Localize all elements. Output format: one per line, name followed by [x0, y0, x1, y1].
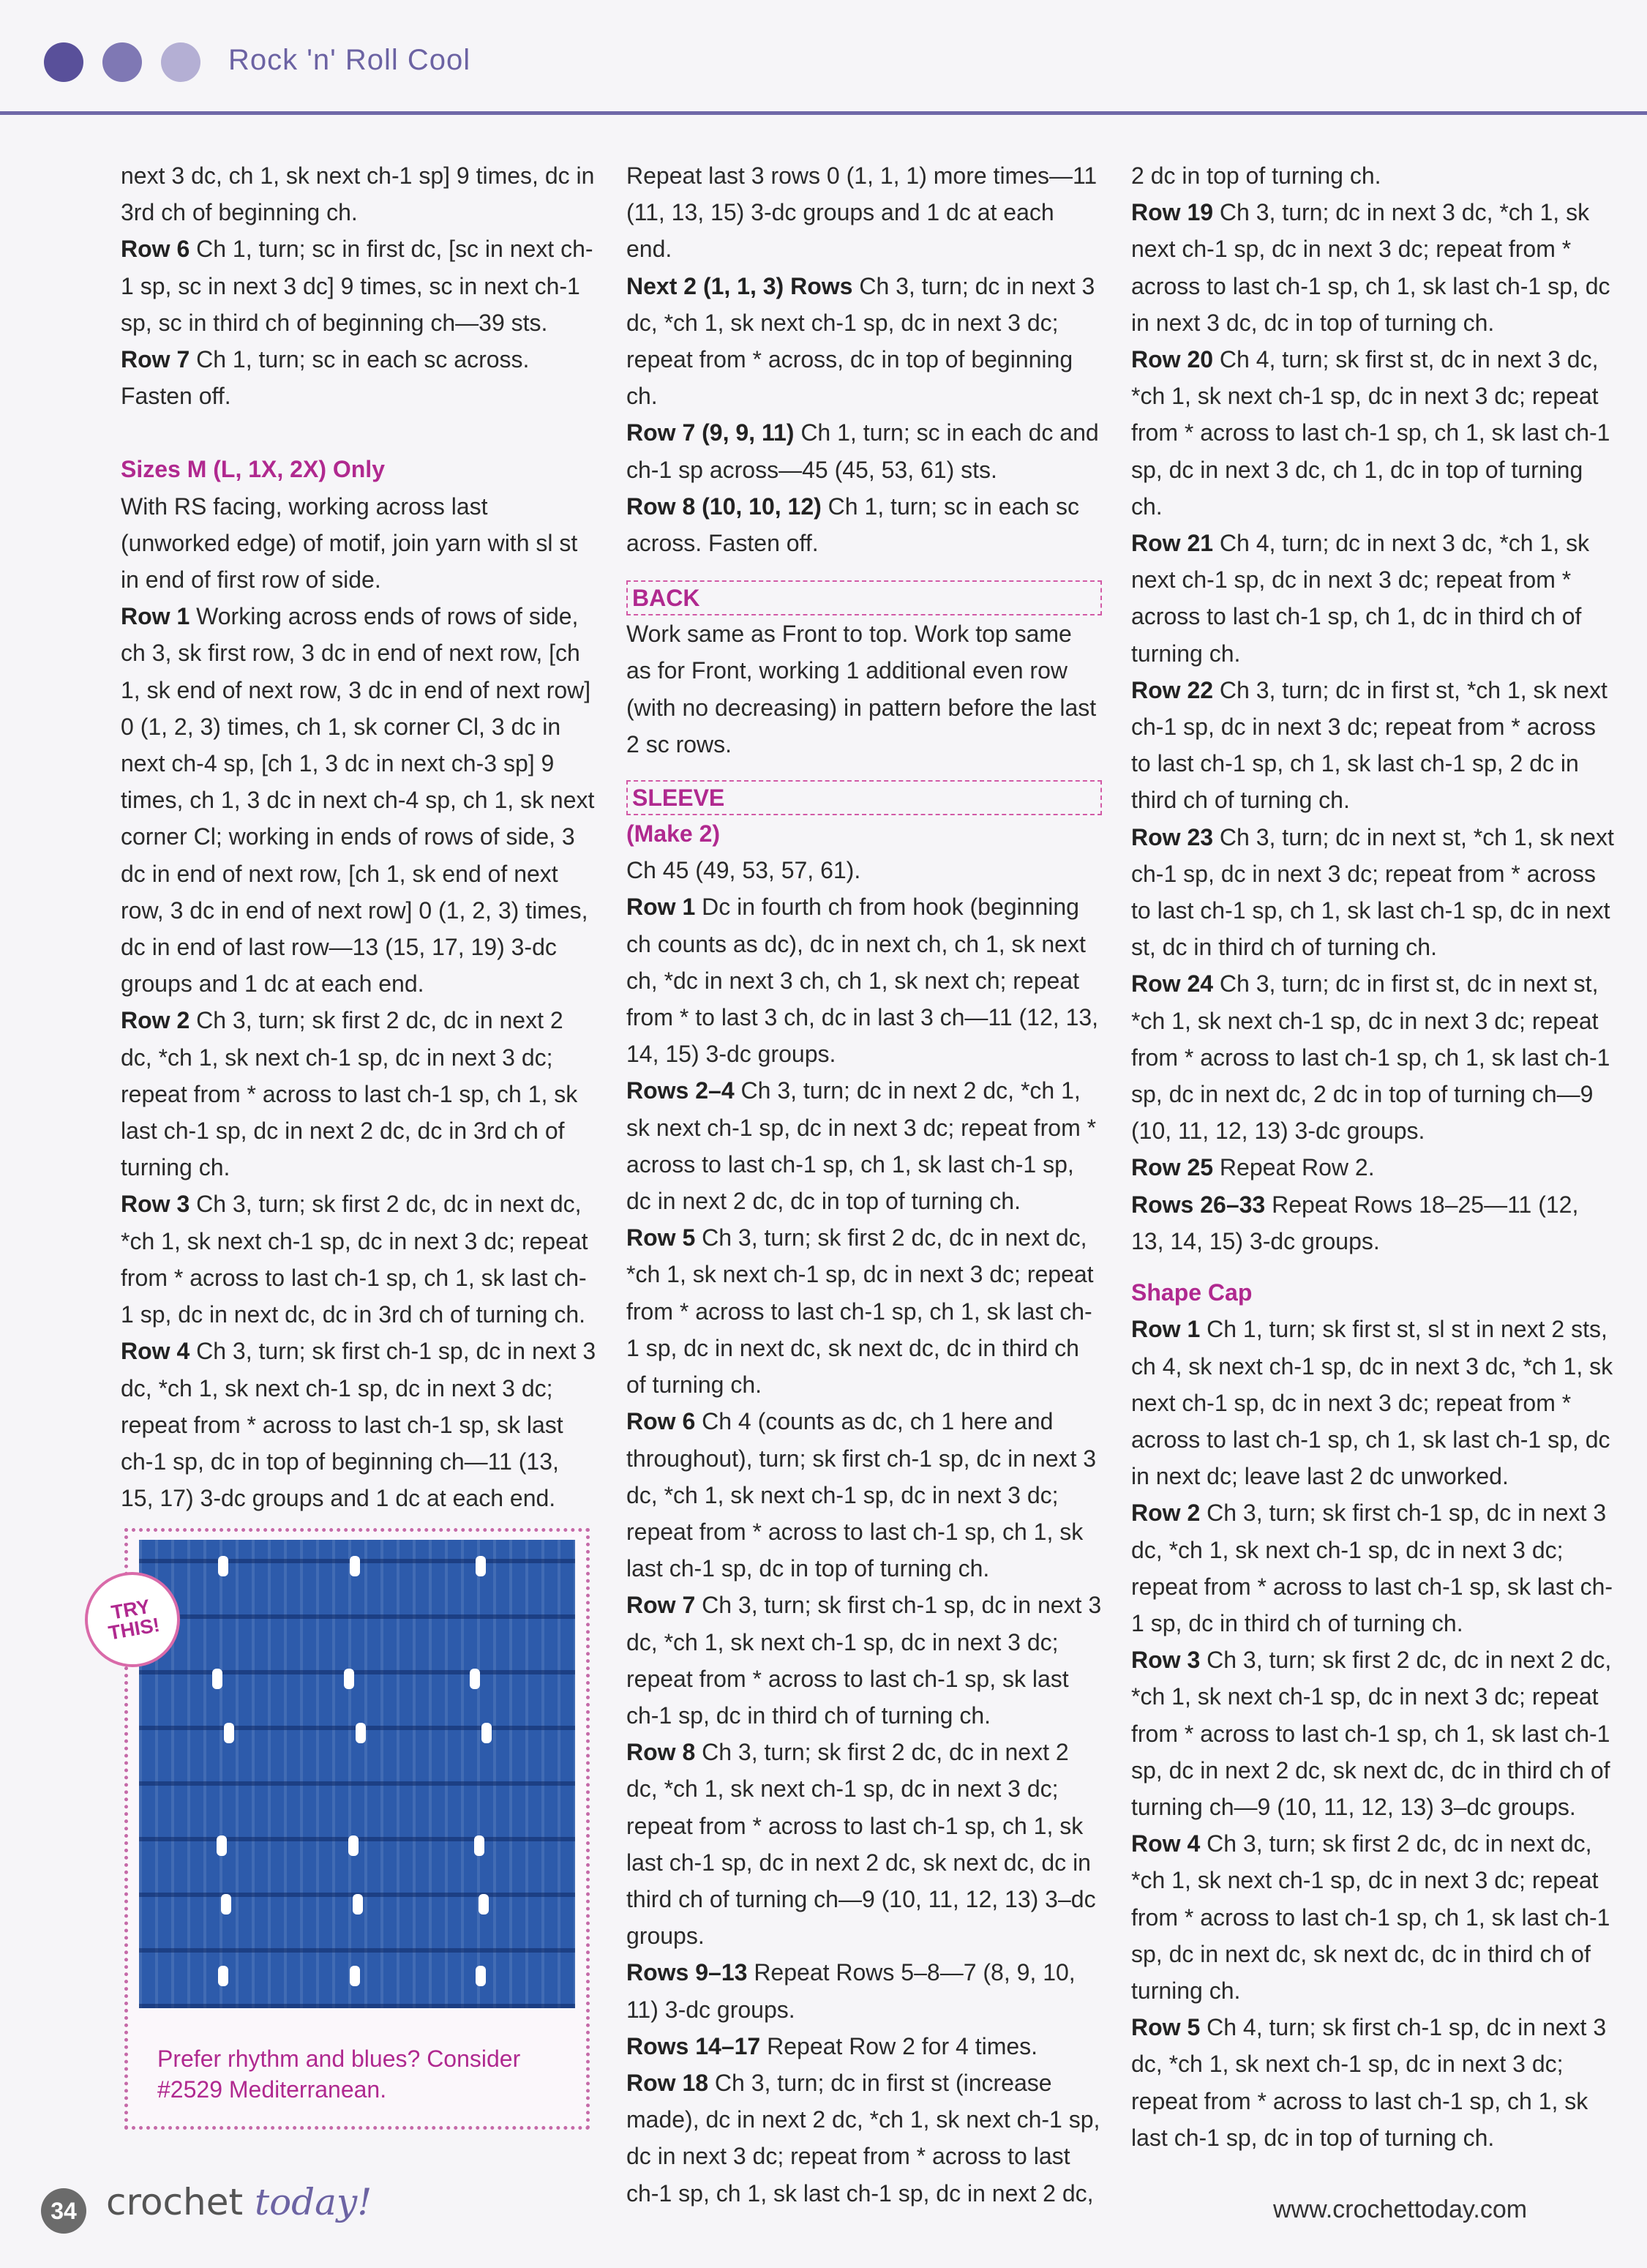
swatch-hole [476, 1556, 486, 1576]
row-paragraph [1131, 2009, 1614, 2156]
row-text: Ch 3, turn; dc in next 3 dc, *ch 1, sk next ch-1 sp, dc in next 3 dc; repeat from * across to last ch-1 sp, ch 1, sk last ch-1 sp, dc in next 3 dc, dc in top of turning ch. [1131, 199, 1610, 336]
header-dot-light [161, 42, 200, 82]
row-paragraph [121, 1002, 596, 1186]
swatch-hole [479, 1894, 489, 1915]
row-paragraph [626, 488, 1102, 561]
swatch-hole [224, 1723, 234, 1743]
row-label: Row 4 [121, 1338, 190, 1365]
row-label: Row 1 [626, 894, 696, 921]
row-label: Row 5 [1131, 2014, 1201, 2041]
spacer [626, 763, 1102, 776]
row-label: Row 7 (9, 9, 11) [626, 419, 795, 446]
row-paragraph [1131, 1825, 1614, 2009]
row-label: Row 20 [1131, 346, 1214, 373]
row-label: Row 2 [121, 1007, 190, 1034]
row-label: Row 1 [1131, 1316, 1201, 1343]
row-label: Row 1 [121, 603, 190, 630]
row-paragraph [1131, 1494, 1614, 1642]
swatch-hole [476, 1966, 486, 1986]
row-text: Repeat Rows 5–8—7 (8, 9, 10, 11) 3-dc groups. [626, 1959, 1076, 2023]
row-text: Ch 3, turn; dc in next st, *ch 1, sk next ch-1 sp, dc in next 3 dc; repeat from * across to last ch-1 sp, ch 1, sk last ch-1 sp, dc in next st, dc in third ch of turning ch. [1131, 823, 1614, 961]
row-paragraph [1131, 194, 1614, 341]
row-label: Rows 9–13 [626, 1959, 748, 1986]
row-paragraph [1131, 672, 1614, 819]
swatch-hole [353, 1894, 363, 1915]
row-label: Row 6 [121, 236, 190, 263]
section-title: Rock 'n' Roll Cool [228, 44, 471, 76]
row-label: Row 6 [626, 1408, 696, 1435]
row-text: Ch 3, turn; sk first 2 dc, dc in next 2 dc, *ch 1, sk next ch-1 sp, dc in next 3 dc; repeat from * across to last ch-1 sp, ch 1, sk last ch-1 sp, dc in next 2 dc, sk next dc, dc in third ch of turning ch—9 (10, 11, 12, 13) 3–dc groups. [1131, 1647, 1612, 1820]
row-text: Ch 1, turn; sk first st, sl st in next 2 sts, ch 4, sk next ch-1 sp, dc in next 3 dc, *ch 1, sk next ch-1 sp, dc in next 3 dc; repeat from * across to last ch-1 sp, ch 1, sk last ch-1 sp, dc in next dc; leave last 2 dc unworked. [1131, 1316, 1613, 1490]
row-paragraph [626, 268, 1102, 415]
row-label: Row 24 [1131, 970, 1214, 998]
paragraph: Ch 45 (49, 53, 57, 61). [626, 857, 861, 884]
paragraph: next 3 dc, ch 1, sk next ch-1 sp] 9 times, dc in 3rd ch of beginning ch. [121, 162, 595, 226]
swatch-hole [350, 1556, 360, 1576]
row-label: Rows 26–33 [1131, 1191, 1266, 1218]
row-label: Row 7 [626, 1592, 696, 1619]
swatch-hole [348, 1835, 359, 1856]
row-text: Ch 3, turn; sk first 2 dc, dc in next 2 dc, *ch 1, sk next ch-1 sp, dc in next 3 dc; repeat from * across to last ch-1 sp, ch 1, sk last ch-1 sp, dc in next 2 dc, dc in 3rd ch of turning ch. [121, 1007, 578, 1181]
row-label: Row 22 [1131, 676, 1214, 703]
row-label: Row 3 [121, 1191, 190, 1218]
row-text: Ch 1, turn; sc in each sc across. Fasten off. [121, 346, 530, 410]
row-paragraph [121, 1186, 596, 1333]
row-text: Ch 1, turn; sc in each dc and ch-1 sp across—45 (45, 53, 61) sts. [626, 419, 1099, 483]
page-header [0, 0, 1647, 117]
swatch-hole [344, 1669, 354, 1689]
row-paragraph [626, 2028, 1102, 2065]
row-text: Ch 4, turn; dc in next 3 dc, *ch 1, sk next ch-1 sp, dc in next 3 dc; repeat from * across to last ch-1 sp, ch 1, dc in third ch of turning ch. [1131, 530, 1590, 667]
sleeve-heading: SLEEVE [626, 780, 1102, 815]
try-this-caption: Prefer rhythm and blues? Consider #2529 Mediterranean. [157, 2046, 521, 2103]
row-label: Row 19 [1131, 199, 1214, 226]
header-dot-mid [102, 42, 142, 82]
row-text: Ch 3, turn; dc in first st, dc in next st, *ch 1, sk next ch-1 sp, dc in next 3 dc; repeat from * across to last ch-1 sp, ch 1, sk last ch-1 sp, dc in next dc, 2 dc in top of turning ch—9 (10, 11, 12, 13) 3-dc groups. [1131, 970, 1610, 1145]
swatch-hole [474, 1835, 484, 1856]
brand-prefix: crochet [106, 2181, 255, 2223]
row-label: Row 25 [1131, 1154, 1214, 1181]
row-paragraph [121, 231, 596, 341]
row-text: Ch 4, turn; sk first st, dc in next 3 dc, *ch 1, sk next ch-1 sp, dc in next 3 dc; repeat from * across to last ch-1 sp, ch 1, sk last ch-1 sp, dc in next 3 dc, ch 1, dc in top of turning ch. [1131, 346, 1610, 520]
row-paragraph [1131, 1149, 1614, 1186]
row-paragraph [121, 341, 596, 414]
row-label: Rows 2–4 [626, 1077, 735, 1104]
paragraph: 2 dc in top of turning ch. [1131, 162, 1381, 189]
column-1 [121, 157, 596, 1516]
row-text: Ch 3, turn; sk first 2 dc, dc in next 2 dc, *ch 1, sk next ch-1 sp, dc in next 3 dc; repeat from * across to last ch-1 sp, ch 1, sk last ch-1 sp, dc in next 2 dc, sk next dc, dc in third ch of turning ch—9 (10, 11, 12, 13) 3–dc groups. [626, 1739, 1096, 1950]
row-paragraph [626, 1219, 1102, 1403]
swatch-hole [218, 1966, 228, 1986]
sizes-heading: Sizes M (L, 1X, 2X) Only [121, 456, 385, 483]
row-paragraph [626, 1954, 1102, 2027]
website-url[interactable]: www.crochettoday.com [1273, 2196, 1528, 2223]
row-text: Repeat Row 2 for 4 times. [760, 2032, 1038, 2059]
sleeve-subheading: (Make 2) [626, 820, 721, 847]
row-paragraph [626, 2065, 1102, 2212]
row-paragraph [1131, 1311, 1614, 1494]
row-paragraph [1131, 965, 1614, 1149]
row-label: Row 8 (10, 10, 12) [626, 493, 822, 520]
paragraph: With RS facing, working across last (unworked edge) of motif, join yarn with sl st in end of first row of side. [121, 493, 578, 594]
swatch-hole [217, 1835, 227, 1856]
brand-logo [106, 2181, 372, 2223]
swatch-hole [350, 1966, 360, 1986]
row-text: Ch 3, turn; dc in next 2 dc, *ch 1, sk next ch-1 sp, dc in next 3 dc; repeat from * across to last ch-1 sp, ch 1, sk last ch-1 sp, dc in next 2 dc, dc in top of turning ch. [626, 1077, 1097, 1215]
row-label: Rows 14–17 [626, 2032, 761, 2059]
back-heading: BACK [626, 580, 1102, 615]
row-label: Row 5 [626, 1224, 696, 1251]
row-paragraph [1131, 819, 1614, 966]
paragraph: Repeat last 3 rows 0 (1, 1, 1) more times—11 (11, 13, 15) 3-dc groups and 1 dc at each end. [626, 162, 1098, 263]
row-text: Ch 3, turn; sk first 2 dc, dc in next dc, *ch 1, sk next ch-1 sp, dc in next 3 dc; repeat from * across to last ch-1 sp, ch 1, sk last ch-1 sp, dc in next dc, sk next dc, dc in third ch of turning ch. [626, 1224, 1094, 1399]
row-paragraph [626, 1403, 1102, 1587]
spacer [121, 414, 596, 451]
header-rule [0, 111, 1647, 115]
row-label: Next 2 (1, 1, 3) Rows [626, 272, 853, 299]
row-label: Row 18 [626, 2069, 709, 2096]
swatch-hole [470, 1669, 480, 1689]
row-paragraph [1131, 341, 1614, 525]
crochet-swatch-image [139, 1540, 575, 2008]
row-text: Ch 3, turn; dc in first st (increase made), dc in next 2 dc, *ch 1, sk next ch-1 sp, dc in next 3 dc; repeat from * across to last ch-1 sp, ch 1, sk last ch-1 sp, dc in next 2 dc, [626, 2069, 1100, 2207]
row-text: Dc in fourth ch from hook (beginning ch counts as dc), dc in next ch, ch 1, sk next ch, *dc in next 3 ch, ch 1, sk next ch; repeat from * to last 3 ch, dc in last 3 ch—11 (12, 13, 14, 15) 3-dc groups. [626, 894, 1099, 1068]
row-label: Row 3 [1131, 1647, 1201, 1674]
row-text: Repeat Row 2. [1213, 1154, 1375, 1181]
try-this-badge: TRY THIS! [78, 1565, 188, 1675]
row-label: Row 8 [626, 1739, 696, 1766]
row-paragraph [626, 1072, 1102, 1219]
row-text: Ch 3, turn; sk first ch-1 sp, dc in next 3 dc, *ch 1, sk next ch-1 sp, dc in next 3 dc; repeat from * across to last ch-1 sp, sk last ch-1 sp, dc in third ch of turning ch. [1131, 1500, 1613, 1636]
row-paragraph [1131, 1642, 1614, 1825]
row-text: Ch 1, turn; sc in first dc, [sc in next ch-1 sp, sc in next 3 dc] 9 times, sc in next ch-1 sp, sc in third ch of beginning ch—39 sts. [121, 236, 593, 336]
row-text: Ch 3, turn; dc in first st, *ch 1, sk next ch-1 sp, dc in next 3 dc; repeat from * across to last ch-1 sp, ch 1, sk last ch-1 sp, 2 dc in third ch of turning ch. [1131, 676, 1607, 814]
row-text: Ch 4 (counts as dc, ch 1 here and throughout), turn; sk first ch-1 sp, dc in next 3 dc, *ch 1, sk next ch-1 sp, dc in next 3 dc; repeat from * across to last ch-1 sp, ch 1, sk last ch-1 sp, dc in top of turning ch. [626, 1408, 1097, 1582]
brand-suffix: today! [254, 2181, 372, 2223]
row-paragraph [626, 1734, 1102, 1954]
spacer [626, 561, 1102, 576]
row-text: Ch 3, turn; dc in next 3 dc, *ch 1, sk next ch-1 sp, dc in next 3 dc; repeat from * across, dc in top of beginning ch. [626, 272, 1095, 410]
row-text: Repeat Rows 18–25—11 (12, 13, 14, 15) 3-dc groups. [1131, 1191, 1579, 1254]
row-text: Ch 3, turn; sk first 2 dc, dc in next dc, *ch 1, sk next ch-1 sp, dc in next 3 dc; repeat from * across to last ch-1 sp, ch 1, sk last ch-1 sp, dc in next dc, sk next dc, dc in third ch of turning ch. [1131, 1830, 1610, 2004]
row-paragraph [121, 1333, 596, 1516]
row-paragraph [1131, 1186, 1614, 1260]
column-2 [626, 157, 1102, 2212]
column-3 [1131, 157, 1614, 2156]
swatch-hole [221, 1894, 231, 1915]
row-label: Row 2 [1131, 1500, 1201, 1527]
row-label: Row 4 [1131, 1830, 1201, 1857]
row-paragraph [626, 888, 1102, 1072]
row-label: Row 23 [1131, 823, 1214, 850]
row-text: Ch 3, turn; sk first ch-1 sp, dc in next 3 dc, *ch 1, sk next ch-1 sp, dc in next 3 dc; repeat from * across to last ch-1 sp, sk last ch-1 sp, dc in third ch of turning ch. [626, 1592, 1102, 1729]
row-label: Row 21 [1131, 530, 1214, 557]
shape-cap-heading: Shape Cap [1131, 1279, 1253, 1306]
row-paragraph [626, 414, 1102, 487]
swatch-hole [356, 1723, 366, 1743]
row-text: Working across ends of rows of side, ch 3, sk first row, 3 dc in end of next row, [ch 1, sk end of next row, 3 dc in end of next row] 0 (1, 2, 3) times, ch 1, sk corner Cl, 3 dc in next ch-4 sp, [ch 1, 3 dc in next ch-3 sp] 9 times, ch 1, 3 dc in next ch-4 sp, ch 1, sk next corner Cl; working in ends of rows of side, 3 dc in end of next row, [ch 1, sk end of next row, 3 dc in end of next row] 0 (1, 2, 3) times, dc in end of last row—13 (15, 17, 19) 3-dc groups and 1 dc at each end. [121, 603, 595, 998]
row-paragraph [121, 598, 596, 1002]
paragraph: Work same as Front to top. Work top same as for Front, working 1 additional even row (with no decreasing) in pattern before the last 2 sc rows. [626, 621, 1097, 757]
swatch-hole [481, 1723, 492, 1743]
row-text: Ch 4, turn; sk first ch-1 sp, dc in next 3 dc, *ch 1, sk next ch-1 sp, dc in next 3 dc; repeat from * across to last ch-1 sp, ch 1, sk last ch-1 sp, dc in top of turning ch. [1131, 2014, 1607, 2151]
page-number: 34 [41, 2188, 86, 2234]
spacer [1131, 1260, 1614, 1274]
row-label: Row 7 [121, 346, 190, 373]
swatch-hole [218, 1556, 228, 1576]
row-paragraph [1131, 525, 1614, 672]
swatch-hole [212, 1669, 222, 1689]
row-text: Ch 3, turn; sk first ch-1 sp, dc in next 3 dc, *ch 1, sk next ch-1 sp, dc in next 3 dc; repeat from * across to last ch-1 sp, sk last ch-1 sp, dc in top of beginning ch—11 (13, 15, 17) 3-dc groups and 1 dc at each end. [121, 1338, 596, 1512]
row-text: Ch 3, turn; sk first 2 dc, dc in next dc, *ch 1, sk next ch-1 sp, dc in next 3 dc; repeat from * across to last ch-1 sp, ch 1, sk last ch-1 sp, dc in next dc, dc in 3rd ch of turning ch. [121, 1191, 588, 1328]
row-text: Ch 1, turn; sc in each sc across. Fasten off. [626, 493, 1079, 557]
row-paragraph [626, 1587, 1102, 1734]
header-dot-dark [44, 42, 83, 82]
